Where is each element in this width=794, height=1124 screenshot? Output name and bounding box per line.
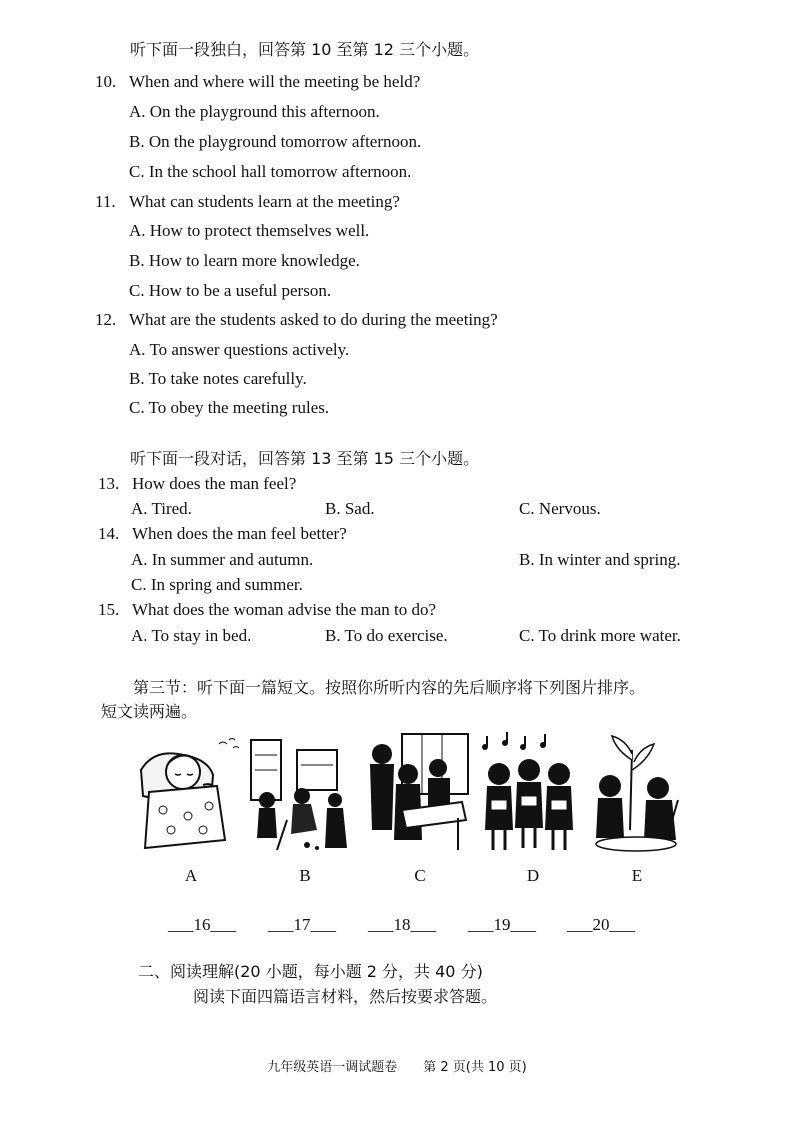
question-10: 10. When and where will the meeting be held? (95, 72, 421, 91)
answer-blank-18[interactable]: ___18___ (368, 915, 436, 934)
option-11c: C. How to be a useful person. (129, 281, 332, 300)
question-14: 14. When does the man feel better? (98, 524, 347, 543)
option-14a: A. In summer and autumn. (131, 550, 314, 569)
option-10c: C. In the school hall tomorrow afternoon. (129, 162, 412, 181)
picture-label-d: D (526, 866, 540, 885)
reading-section-title: 二、阅读理解(20 小题，每小题 2 分，共 40 分) (138, 962, 483, 981)
picture-a-sleeping-boy (133, 730, 245, 855)
picture-label-a: A (184, 866, 198, 885)
option-13a: A. Tired. (131, 499, 192, 518)
option-15a: A. To stay in bed. (131, 626, 252, 645)
option-15c: C. To drink more water. (519, 626, 681, 645)
picture-b-street-cleaning (247, 730, 359, 855)
question-13: 13. How does the man feel? (98, 474, 297, 493)
option-10b: B. On the playground tomorrow afternoon. (129, 132, 422, 151)
option-12b: B. To take notes carefully. (129, 369, 307, 388)
option-10a: A. On the playground this afternoon. (129, 102, 380, 121)
picture-label-c: C (414, 866, 426, 885)
picture-label-b: B (299, 866, 311, 885)
picture-c-classroom (362, 730, 474, 855)
answer-blank-19[interactable]: ___19___ (468, 915, 536, 934)
part3-instruction: 第三节：听下面一篇短文。按照你所听内容的先后顺序将下列图片排序。 (133, 678, 646, 697)
reading-instruction: 阅读下面四篇语言材料，然后按要求答题。 (193, 987, 498, 1006)
picture-e-planting-tree (586, 730, 698, 855)
option-15b: B. To do exercise. (325, 626, 448, 645)
answer-blank-16[interactable]: ___16___ (168, 915, 236, 934)
section-intro-monologue: 听下面一段独白，回答第 10 至第 12 三个小题。 (130, 40, 480, 59)
question-15: 15. What does the woman advise the man to do? (98, 600, 437, 619)
option-12a: A. To answer questions actively. (129, 340, 350, 359)
answer-blank-20[interactable]: ___20___ (567, 915, 635, 934)
picture-d-singing (477, 730, 589, 855)
option-14c: C. In spring and summer. (131, 575, 303, 594)
question-12: 12. What are the students asked to do during the meeting? (95, 310, 498, 329)
picture-label-e: E (631, 866, 643, 885)
option-11a: A. How to protect themselves well. (129, 221, 370, 240)
option-13b: B. Sad. (325, 499, 375, 518)
question-11: 11. What can students learn at the meeting? (95, 192, 400, 211)
part3-instruction-cont: 短文读两遍。 (101, 702, 198, 721)
section-intro-dialogue: 听下面一段对话，回答第 13 至第 15 三个小题。 (130, 449, 480, 468)
page-footer: 九年级英语一调试题卷 第 2 页(共 10 页) (267, 1060, 527, 1075)
option-12c: C. To obey the meeting rules. (129, 398, 330, 417)
option-14b: B. In winter and spring. (519, 550, 681, 569)
answer-blank-17[interactable]: ___17___ (268, 915, 336, 934)
option-11b: B. How to learn more knowledge. (129, 251, 360, 270)
option-13c: C. Nervous. (519, 499, 601, 518)
